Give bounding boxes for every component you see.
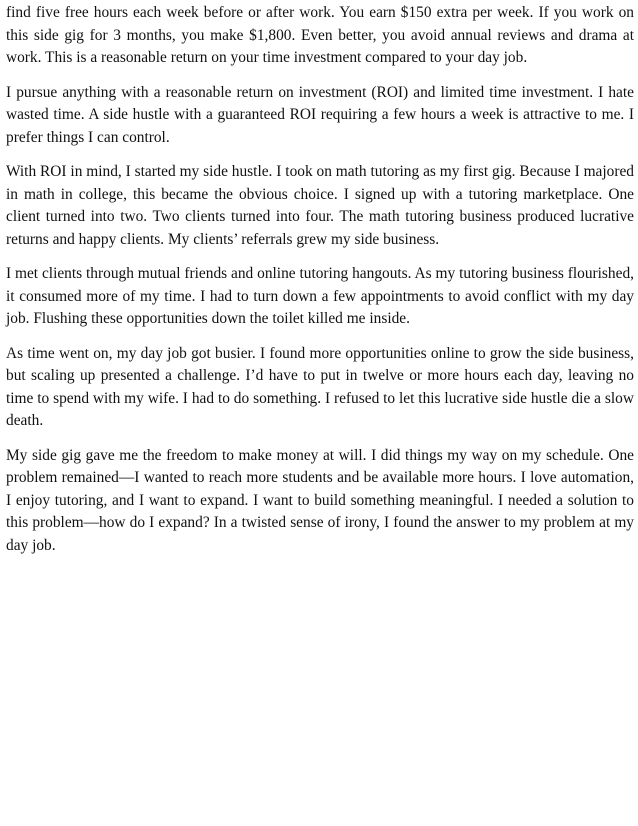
document-page — [6, 2, 634, 569]
paragraph-6: My side gig gave me the freedom to make money at will. I did things my way on my schedule. One problem remained—I wanted to reach more students and be available more hours. I love automation, I enjoy tutoring, and I want to expand. I want to build something meaningful. I needed a solution to this problem—how do I expand? In a twisted sense of irony, I found the answer to my problem at my day job. — [6, 446, 634, 554]
paragraph-5: As time went on, my day job got busier. I found more opportunities online to grow the side business, but scaling up presented a challenge. I’d have to put in twelve or more hours each day, leaving no time to spend with my wife. I had to do something. I refused to let this lucrative side hustle die a slow death. — [6, 344, 634, 429]
paragraph-3: With ROI in mind, I started my side hustle. I took on math tutoring as my first gig. Because I majored in math in college, this became the obvious choice. I signed up with a tutoring marketplace. One client turned into two. Two clients turned into four. The math tutoring business produced lucrative returns and happy clients. My clients’ referrals grew my side business. — [6, 163, 634, 248]
paragraph-2: I pursue anything with a reasonable return on investment (ROI) and limited time investment. I hate wasted time. A side hustle with a guaranteed ROI requiring a few hours a week is attractive to me. I prefer things I can control. — [6, 83, 634, 146]
paragraph-1: find five free hours each week before or after work. You earn $150 extra per week. If you work on this side gig for 3 months, you make $1,800. Even better, you avoid annual reviews and drama at work. This is a reasonable return on your time investment compared to your day job. — [6, 4, 634, 66]
paragraph-4: I met clients through mutual friends and online tutoring hangouts. As my tutoring business flourished, it consumed more of my time. I had to turn down a few appointments to avoid conflict with my day job. Flushing these opportunities down the toilet killed me inside. — [6, 265, 634, 327]
